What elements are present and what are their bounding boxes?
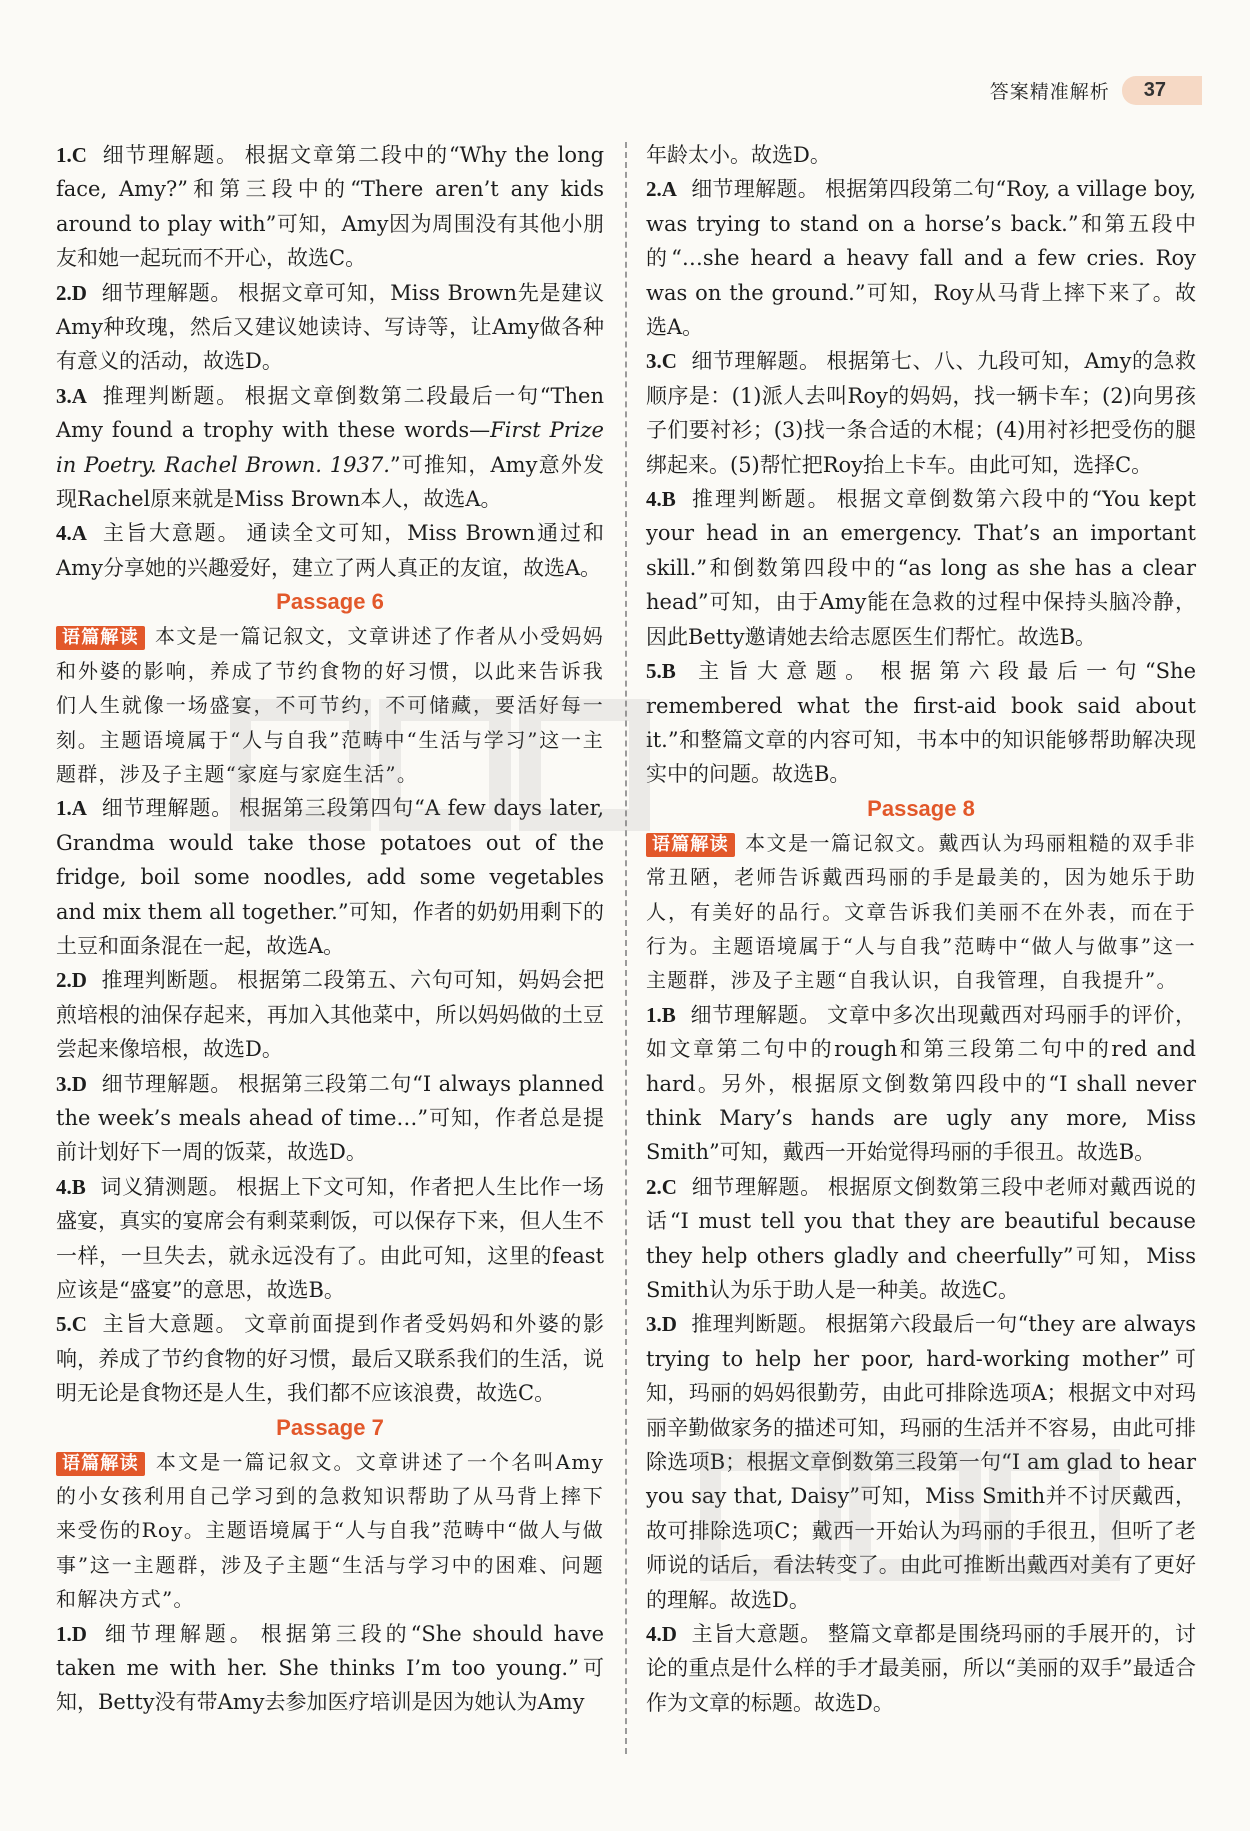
answer-item: 2.D 细节理解题。 根据文章可知，Miss Brown先是建议Amy种玫瑰，然后又建议她读诗、写诗等，让Amy做各种有意义的活动，故选D。 [56,280,605,374]
answer-item: 5.C 主旨大意题。 文章前面提到作者受妈妈和外婆的影响，养成了节约食物的好习惯，最后又联系我们的生活，说明无论是食物还是人生，我们都不应该浪费，故选C。 [56,1312,605,1406]
discourse-tag: 语篇解读 [56,1452,145,1476]
answer-continuation: 年龄太小。故选D。 [646,143,831,167]
answer-item: 2.C 细节理解题。 根据原文倒数第三段中老师对戴西说的话“I must tell you that they are beautiful because they help others gladly and cheerfully”可知，Miss Smith认为乐于助人是一种美。故选C。 [646,1174,1197,1302]
left-column [56,138,604,1720]
answer-item: 2.A 细节理解题。 根据第四段第二句“Roy, a village boy, was trying to stand on a horse’s back.”和第五段中的“…she heard a heavy fall and a few cries. Roy was on the ground.”可知，Roy从马背上摔下来了。故选A。 [646,177,1196,340]
passage-6-heading: Passage 6 [276,589,384,615]
right-column [646,138,1196,1720]
discourse-tag: 语篇解读 [56,626,145,650]
answer-item: 1.C 细节理解题。 根据文章第二段中的“Why the long face, Amy?”和第三段中的“There aren’t any kids around to play with”可知，Amy因为周围没有其他小朋友和她一起玩而不开心，故选C。 [56,143,605,271]
answer-item: 3.C 细节理解题。 根据第七、八、九段可知，Amy的急救顺序是：(1)派人去叫Roy的妈妈，找一辆卡车；(2)向男孩子们要衬衫；(3)找一条合适的木棍；(4)用衬衫把受伤的腿绑起来。(5)帮忙把Roy抬上卡车。由此可知，选择C。 [646,349,1196,477]
discourse-tag: 语篇解读 [646,833,735,857]
passage-8-heading: Passage 8 [867,795,975,821]
answer-item: 4.A 主旨大意题。 通读全文可知，Miss Brown通过和Amy分享她的兴趣爱好，建立了两人真正的友谊，故选A。 [56,521,605,580]
answer-item: 3.D 细节理解题。 根据第三段第二句“I always planned the week’s meals ahead of time…”可知，作者总是提前计划好下一周的饭菜，故选D。 [56,1071,605,1165]
passage-6-intro: 语篇解读 本文是一篇记叙文，文章讲述了作者从小受妈妈和外婆的影响，养成了节约食物的好习惯，以此来告诉我们人生就像一场盛宴，不可节约，不可储藏，要活好每一刻。主题语境属于“人与自我”范畴中“生活与学习”这一主题群，涉及子主题“家庭与家庭生活”。 [56,624,604,786]
answer-item: 1.B 细节理解题。 文章中多次出现戴西对玛丽手的评价，如文章第二句中的rough和第三段第二句中的red and hard。另外，根据原文倒数第四段中的“I shall never think Mary’s hands are ugly any more, Miss Smith”可知，戴西一开始觉得玛丽的手很丑。故选B。 [646,1002,1197,1165]
answer-item: 4.B 推理判断题。 根据文章倒数第六段中的“You kept your head in an emergency. That’s an important skill.”和倒数第四段中的“as long as she has a clear head”可知，由于Amy能在急救的过程中保持头脑冷静，因此Betty邀请她去给志愿医生们帮忙。故选B。 [646,487,1196,649]
answer-item: 1.D 细节理解题。 根据第三段的“She should have taken me with her. She thinks I’m too young.”可知，Betty没有带Amy去参加医疗培训是因为她认为Amy [56,1621,605,1715]
page-header [990,76,1202,105]
column-divider [625,142,627,1754]
answer-item: 4.D 主旨大意题。 整篇文章都是围绕玛丽的手展开的，讨论的重点是什么样的手才最美丽，所以“美丽的双手”最适合作为文章的标题。故选D。 [646,1622,1197,1715]
answer-item: 3.A 推理判断题。 根据文章倒数第二段最后一句“Then Amy found a trophy with these words—First Prize in Poetry. Rachel Brown. 1937.”可推知，Amy意外发现Rachel原来就是Miss Brown本人，故选A。 [56,383,604,512]
passage-7-intro: 语篇解读 本文是一篇记叙文。文章讲述了一个名叫Amy的小女孩利用自己学习到的急救知识帮助了从马背上摔下来受伤的Roy。主题语境属于“人与自我”范畴中“做人与做事”这一主题群，涉及子主题“生活与学习中的困难、问题和解决方式”。 [56,1449,604,1612]
answer-item: 3.D 推理判断题。 根据第六段最后一句“they are always trying to help her poor, hard-working mother”可知，玛丽的妈妈很勤劳，由此可排除选项A；根据文中对玛丽辛勤做家务的描述可知，玛丽的生活并不容易，由此可排除选项B；根据文章倒数第三段第一句“I am glad to hear you say that, Daisy”可知，Miss Smith并不讨厌戴西，故可排除选项C；戴西一开始认为玛丽的手很丑，但听了老师说的话后，看法转变了。由此可推断出戴西对美有了更好的理解。故选D。 [646,1312,1197,1612]
answer-item: 2.D 推理判断题。 根据第二段第五、六句可知，妈妈会把煎培根的油保存起来，再加入其他菜中，所以妈妈做的土豆尝起来像培根，故选D。 [56,968,605,1062]
answer-item: 5.B 主旨大意题。 根据第六段最后一句“She remembered what the first-aid book said about it.”和整篇文章的内容可知，书本中的知识能够帮助解决现实中的问题。故选B。 [646,659,1197,787]
page-number: 37 [1122,76,1202,105]
answer-item: 4.B 词义猜测题。 根据上下文可知，作者把人生比作一场盛宴，真实的宴席会有剩菜剩饭，可以保存下来，但人生不一样，一旦失去，就永远没有了。由此可知，这里的feast应该是“盛宴”的意思，故选B。 [56,1174,605,1302]
answer-item: 1.A 细节理解题。 根据第三段第四句“A few days later, Grandma would take those potatoes out of the fridge, boil some noodles, add some vegetables and mix them all together.”可知，作者的奶奶用剩下的土豆和面条混在一起，故选A。 [56,796,605,958]
header-title: 答案精准解析 [989,81,1110,103]
passage-8-intro: 语篇解读 本文是一篇记叙文。戴西认为玛丽粗糙的双手非常丑陋，老师告诉戴西玛丽的手是最美的，因为她乐于助人，有美好的品行。文章告诉我们美丽不在外表，而在于行为。主题语境属于“人与自我”范畴中“做人与做事”这一主题群，涉及子主题“自我认识，自我管理，自我提升”。 [646,830,1196,993]
passage-7-heading: Passage 7 [276,1414,384,1440]
